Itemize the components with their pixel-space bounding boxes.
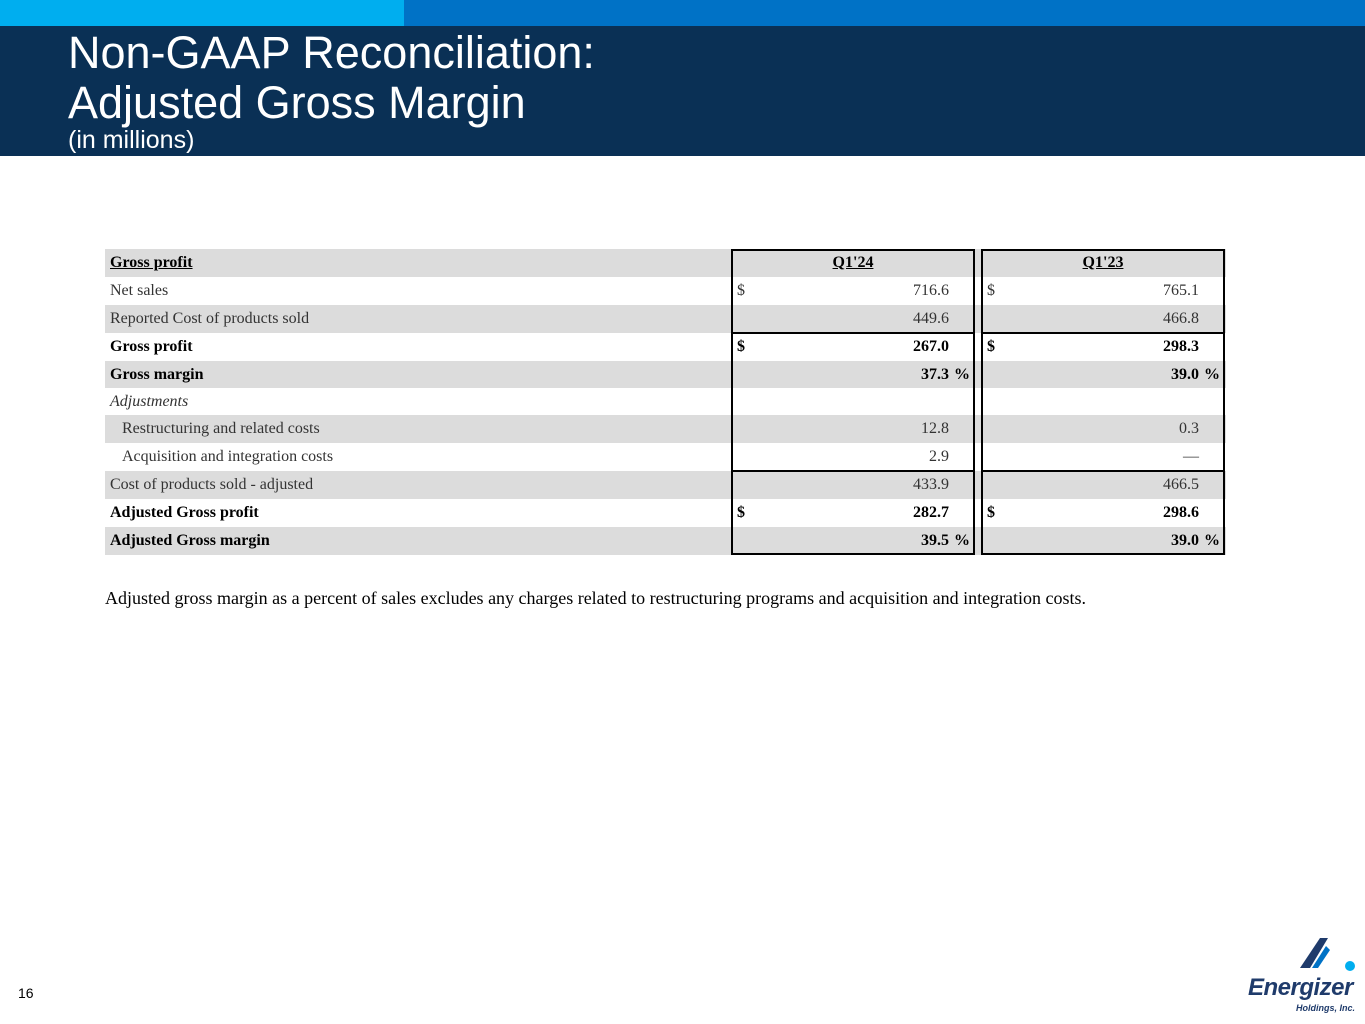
logo-tagline: Holdings, Inc. xyxy=(1296,1003,1356,1013)
table-row xyxy=(105,333,1226,361)
subtotal-rule xyxy=(981,470,1225,472)
row-label: Adjustments xyxy=(110,392,189,410)
page-title xyxy=(68,28,595,128)
top-accent-bar-dark xyxy=(404,0,1365,26)
currency-symbol: $ xyxy=(987,504,995,521)
footnote: Adjusted gross margin as a percent of sales excludes any charges related to restructuring programs and acquisition and integration costs. xyxy=(105,588,1087,608)
subtotal-rule xyxy=(981,332,1225,334)
logo-wordmark: Energizer xyxy=(1248,974,1353,1001)
value-q1-23: — xyxy=(1183,448,1199,465)
row-label: Reported Cost of products sold xyxy=(110,310,310,327)
table-row xyxy=(105,415,1226,443)
table-row xyxy=(105,471,1226,499)
value-q1-23: 466.8 xyxy=(1163,310,1199,327)
row-label: Gross profit xyxy=(110,338,193,355)
subtotal-rule xyxy=(731,332,975,334)
percent-sign: % xyxy=(1204,532,1220,549)
value-q1-24: 282.7 xyxy=(913,504,949,521)
subtotal-rule xyxy=(731,470,975,472)
value-q1-23: 765.1 xyxy=(1163,282,1199,299)
value-q1-23: 39.0 xyxy=(1171,365,1199,383)
currency-symbol: $ xyxy=(987,338,995,355)
top-accent-bar-light xyxy=(0,0,404,26)
value-q1-23: 466.5 xyxy=(1163,476,1199,493)
column-header-q1-23: Q1'23 xyxy=(1082,254,1124,271)
row-label: Adjusted Gross profit xyxy=(110,504,259,521)
percent-sign: % xyxy=(954,365,970,383)
page-title-line2: Adjusted Gross Margin xyxy=(68,77,526,128)
table-row xyxy=(105,277,1226,305)
table-row xyxy=(105,361,1226,388)
value-q1-24: 39.5 xyxy=(921,532,949,549)
value-q1-24: 2.9 xyxy=(929,448,949,465)
value-q1-23: 39.0 xyxy=(1171,532,1199,549)
row-label: Adjusted Gross margin xyxy=(110,532,270,549)
percent-sign: % xyxy=(954,532,970,549)
row-label: Restructuring and related costs xyxy=(122,420,320,437)
section-label: Gross profit xyxy=(110,254,193,271)
value-q1-23: 298.6 xyxy=(1163,504,1199,521)
table-row xyxy=(105,305,1226,333)
value-q1-23: 0.3 xyxy=(1179,420,1199,437)
page-title-line1: Non-GAAP Reconciliation: xyxy=(68,27,595,78)
row-label: Gross margin xyxy=(110,365,204,383)
table-row xyxy=(105,388,1226,415)
currency-symbol: $ xyxy=(987,282,995,299)
currency-symbol: $ xyxy=(737,504,745,521)
value-q1-24: 37.3 xyxy=(921,365,949,383)
currency-symbol: $ xyxy=(737,282,745,299)
table-row xyxy=(105,527,1226,555)
logo-mark-icon xyxy=(1240,930,1365,978)
currency-symbol: $ xyxy=(737,338,745,355)
table-header-row xyxy=(105,249,1226,277)
row-label: Cost of products sold - adjusted xyxy=(110,476,314,493)
value-q1-24: 433.9 xyxy=(913,476,949,493)
row-label: Acquisition and integration costs xyxy=(122,448,334,465)
row-label: Net sales xyxy=(110,282,169,299)
percent-sign: % xyxy=(1204,365,1220,383)
table-row xyxy=(105,499,1226,527)
title-banner xyxy=(0,26,1365,156)
value-q1-24: 12.8 xyxy=(921,420,949,437)
value-q1-23: 298.3 xyxy=(1163,338,1199,355)
value-q1-24: 267.0 xyxy=(913,338,949,355)
page-subtitle: (in millions) xyxy=(68,126,195,154)
value-q1-24: 716.6 xyxy=(913,282,949,299)
table-row xyxy=(105,443,1226,471)
column-header-q1-24: Q1'24 xyxy=(832,254,874,271)
page-number: 16 xyxy=(18,985,34,1001)
reconciliation-table xyxy=(105,249,1226,555)
value-q1-24: 449.6 xyxy=(913,310,949,327)
energizer-logo xyxy=(1240,930,1365,1022)
